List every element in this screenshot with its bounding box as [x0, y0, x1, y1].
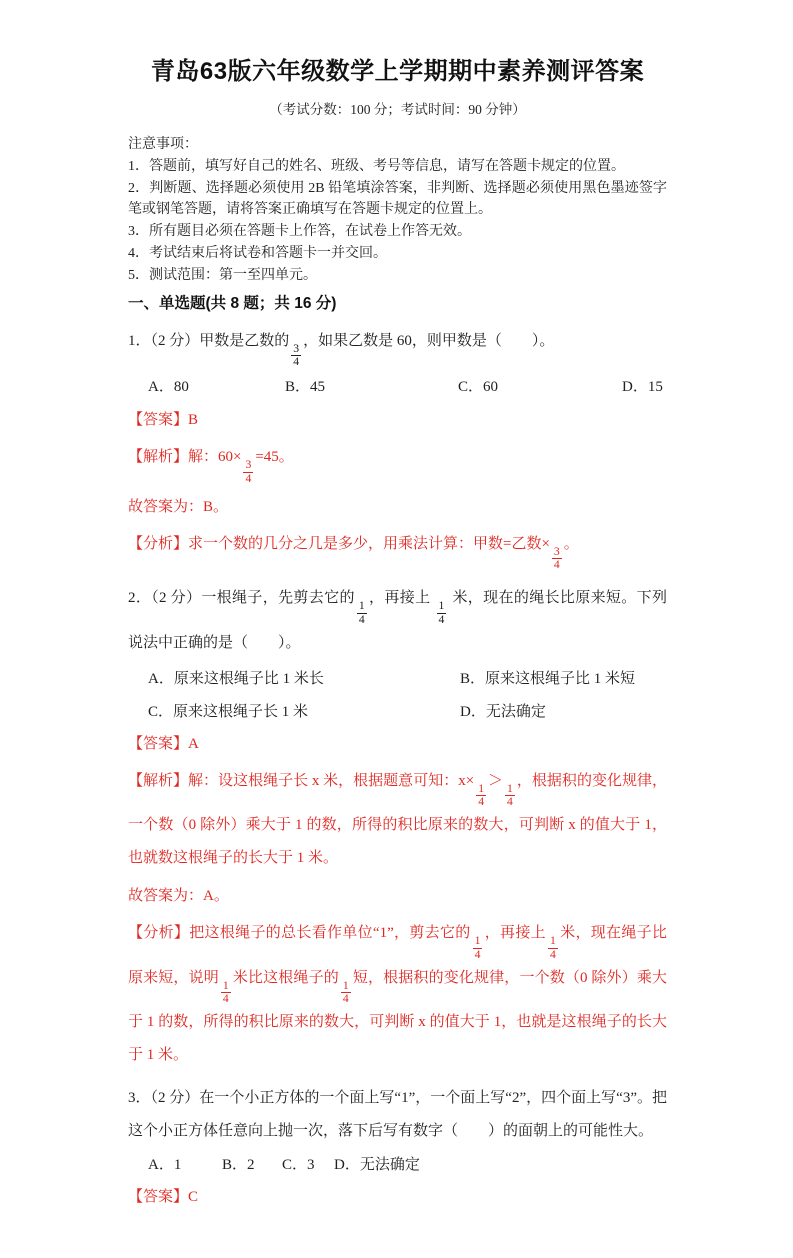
question-2-option-b: B．原来这根绳子比 1 米短	[460, 670, 636, 687]
fraction: $\frac{1}{4}$	[358, 599, 365, 626]
question-2-option-d: D．无法确定	[460, 703, 546, 720]
question-1-explanation: 【解析】解：60× $\frac{3}{4}$ =45。	[128, 449, 294, 485]
notice-section	[128, 134, 667, 287]
fraction: $\frac{3}{4}$	[293, 341, 300, 369]
fraction: $\frac{3}{4}$	[553, 544, 560, 572]
question-3-option-c: C．3	[282, 1157, 315, 1174]
question-2-option-c: C．原来这根绳子长 1 米	[148, 703, 309, 720]
question-2	[128, 582, 667, 1072]
question-3-option-d: D．无法确定	[334, 1157, 420, 1174]
question-2-answer: 【答案】A	[128, 735, 199, 752]
fraction: $\frac{1}{4}$	[478, 781, 485, 809]
question-2-explanation: 【解析】解：设这根绳子长 x 米，根据题意可知：x× $\frac{1}{4}$ ＞ $\frac{1}{4}$ ，根据积的变化规律，一个数（0 除外）乘大于 1 的数，所得的积比原来的数大，可判断 x 的值大于 1，也就数这根绳子的长大于 1 米。	[128, 772, 667, 867]
question-1-option-a: A．80	[148, 379, 189, 396]
question-1-option-c: C．60	[458, 379, 499, 396]
question-1	[128, 325, 667, 573]
fraction: $\frac{3}{4}$	[245, 458, 252, 485]
notice-heading: 注意事项：	[128, 137, 198, 152]
question-1-options	[128, 375, 667, 399]
notice-item-5: 5．测试范围：第一至四单元。	[128, 267, 317, 283]
question-3-option-a: A．1	[148, 1157, 182, 1174]
question-3	[128, 1082, 667, 1209]
section-heading-single-choice: 一、单选题(共 8 题；共 16 分)	[128, 294, 337, 312]
question-3-answer: 【答案】C	[128, 1189, 199, 1206]
fraction: $\frac{1}{4}$	[549, 934, 556, 961]
notice-item-3: 3．所有题目必须在答题卡上作答，在试卷上作答无效。	[128, 224, 471, 240]
question-2-conclusion: 故答案为：A。	[128, 888, 229, 905]
fraction: $\frac{1}{4}$	[342, 978, 349, 1006]
page-title: 青岛63版六年级数学上学期期中素养测评答案	[150, 58, 645, 85]
exam-score-time-line: （考试分数：100 分；考试时间：90 分钟）	[269, 102, 526, 117]
question-1-option-d: D．15	[622, 379, 663, 396]
fraction: $\frac{1}{4}$	[474, 934, 481, 961]
fraction: $\frac{1}{4}$	[507, 781, 513, 809]
question-2-stem: 2．（2 分）一根绳子，先剪去它的 $\frac{1}{4}$ ，再接上 $\frac{1}{4}$ 米，现在的绳长比原来短。下列说法中正确的是（ ）。	[128, 590, 667, 651]
question-2-options	[128, 668, 667, 723]
fraction: $\frac{1}{4}$	[222, 978, 229, 1006]
notice-item-1: 1．答题前，填写好自己的姓名、班级、考号等信息，请写在答题卡规定的位置。	[128, 158, 625, 174]
question-3-stem: 3．（2 分）在一个小正方体的一个面上写“1”，一个面上写“2”，四个面上写“3”。把这个小正方体任意向上抛一次，落下后写有数字（ ）的面朝上的可能性大。	[128, 1090, 667, 1140]
fraction: $\frac{1}{4}$	[438, 599, 445, 626]
question-1-answer: 【答案】B	[128, 412, 199, 429]
notice-item-4: 4．考试结束后将试卷和答题卡一并交回。	[128, 245, 387, 261]
question-2-option-a: A．原来这根绳子比 1 米长	[148, 670, 324, 687]
question-1-option-b: B．45	[285, 379, 326, 396]
notice-item-2: 2．判断题、选择题必须使用 2B 铅笔填涂答案，非判断、选择题必须使用黑色墨迹签字笔或钢笔答题，请将答案正确填写在答题卡规定的位置上。	[128, 180, 667, 218]
question-1-conclusion: 故答案为：B。	[128, 498, 229, 515]
question-1-analysis: 【分析】求一个数的几分之几是多少，用乘法计算：甲数=乙数× $\frac{3}{4}$ 。	[128, 535, 579, 572]
question-3-options	[128, 1154, 667, 1176]
question-3-option-b: B．2	[222, 1157, 255, 1174]
question-2-analysis: 【分析】把这根绳子的总长看作单位“1”，剪去它的 $\frac{1}{4}$ ，再接上 $\frac{1}{4}$ 米，现在绳子比原来短，说明 $\frac{1}{4}$ 米比这根绳子的 $\frac{1}{4}$ 短，根据积的变化规律，一个数（0 除外）乘大于 1 的数，所得的积比原来的数大，可判断 x 的值大于 1，也就是这根绳子的长大于 1 米。	[128, 925, 667, 1064]
question-1-stem: 1．（2 分）甲数是乙数的 $\frac{3}{4}$ ，如果乙数是 60，则甲数是（ ）。	[128, 332, 555, 369]
